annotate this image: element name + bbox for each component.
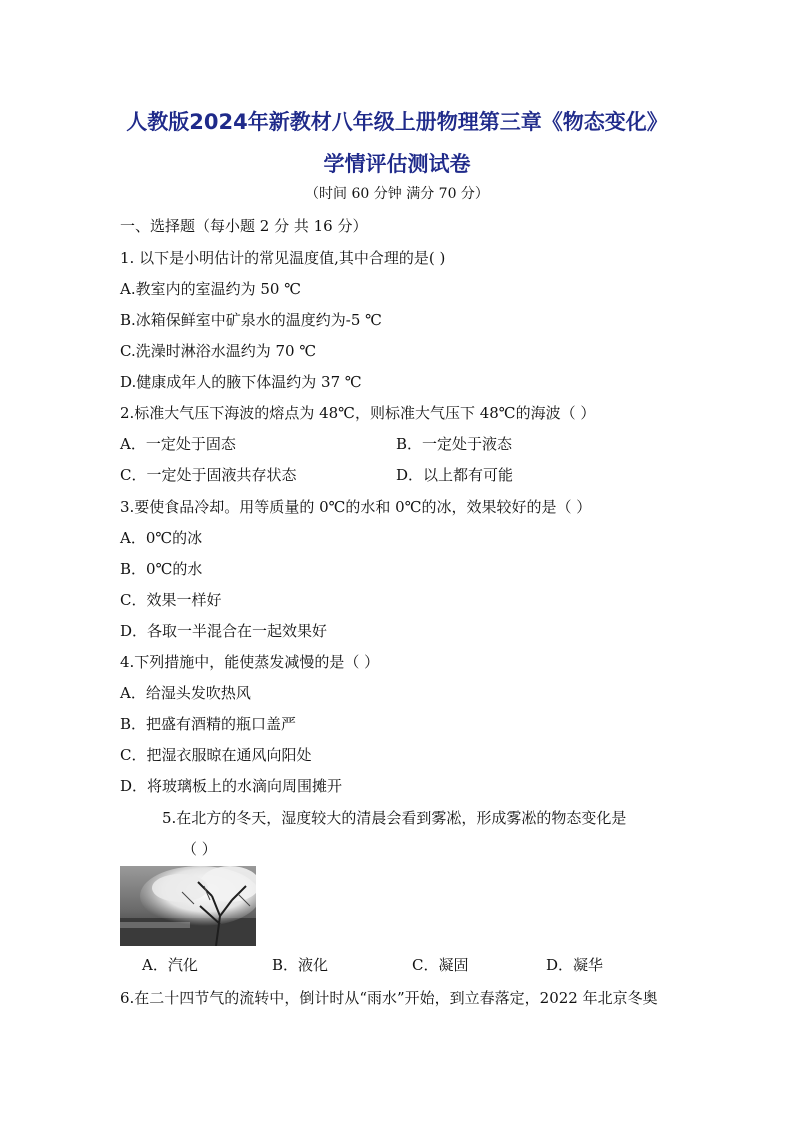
q5-option-a: A．汽化: [142, 956, 198, 974]
q4-option-c: C．把湿衣服晾在通风向阳处: [120, 746, 312, 764]
exam-title-line1: 人教版2024年新教材八年级上册物理第三章《物态变化》: [126, 110, 668, 134]
q1-option-b: B.冰箱保鲜室中矿泉水的温度约为-5 ℃: [120, 311, 382, 329]
q3-option-a: A．0℃的冰: [120, 529, 203, 547]
q6-stem: 6.在二十四节气的流转中，倒计时从“雨水”开始，到立春落定，2022 年北京冬奥: [120, 989, 658, 1007]
q1-stem: 1. 以下是小明估计的常见温度值,其中合理的是( ): [120, 249, 446, 267]
q3-stem: 3.要使食品冷却。用等质量的 0℃的水和 0℃的冰，效果较好的是（ ）: [120, 498, 592, 516]
q5-option-b: B．液化: [272, 956, 329, 974]
q5-option-d: D．凝华: [546, 956, 604, 974]
q1-option-d: D.健康成年人的腋下体温约为 37 ℃: [120, 373, 362, 391]
q3-option-b: B．0℃的水: [120, 560, 203, 578]
q2-stem: 2.标准大气压下海波的熔点为 48℃，则标准大气压下 48℃的海波（ ）: [120, 404, 596, 422]
exam-subtitle: （时间 60 分钟 满分 70 分）: [305, 186, 489, 202]
exam-title-line2: 学情评估测试卷: [323, 152, 471, 176]
q1-option-c: C.洗澡时淋浴水温约为 70 ℃: [120, 342, 317, 360]
q4-option-d: D．将玻璃板上的水滴向周围摊开: [120, 777, 343, 795]
q3-option-d: D．各取一半混合在一起效果好: [120, 622, 328, 640]
q4-option-b: B．把盛有酒精的瓶口盖严: [120, 715, 297, 733]
q2-option-c: C．一定处于固液共存状态: [120, 466, 297, 484]
q2-option-a: A．一定处于固态: [120, 435, 236, 453]
q5-option-c: C．凝固: [412, 956, 469, 974]
q3-option-c: C．效果一样好: [120, 591, 222, 609]
section-heading: 一、选择题（每小题 2 分 共 16 分）: [120, 217, 368, 235]
q4-stem: 4.下列措施中，能使蒸发减慢的是（ ）: [120, 653, 380, 671]
q2-option-d: D．以上都有可能: [396, 466, 514, 484]
q5-stem-bracket: （ ）: [182, 840, 217, 858]
q5-stem: 5.在北方的冬天，湿度较大的清晨会看到雾凇，形成雾凇的物态变化是: [162, 809, 627, 827]
rime-frost-photo: [120, 866, 256, 946]
q2-option-b: B．一定处于液态: [396, 435, 513, 453]
q4-option-a: A．给湿头发吹热风: [120, 684, 251, 702]
q1-option-a: A.教室内的室温约为 50 ℃: [120, 280, 302, 298]
